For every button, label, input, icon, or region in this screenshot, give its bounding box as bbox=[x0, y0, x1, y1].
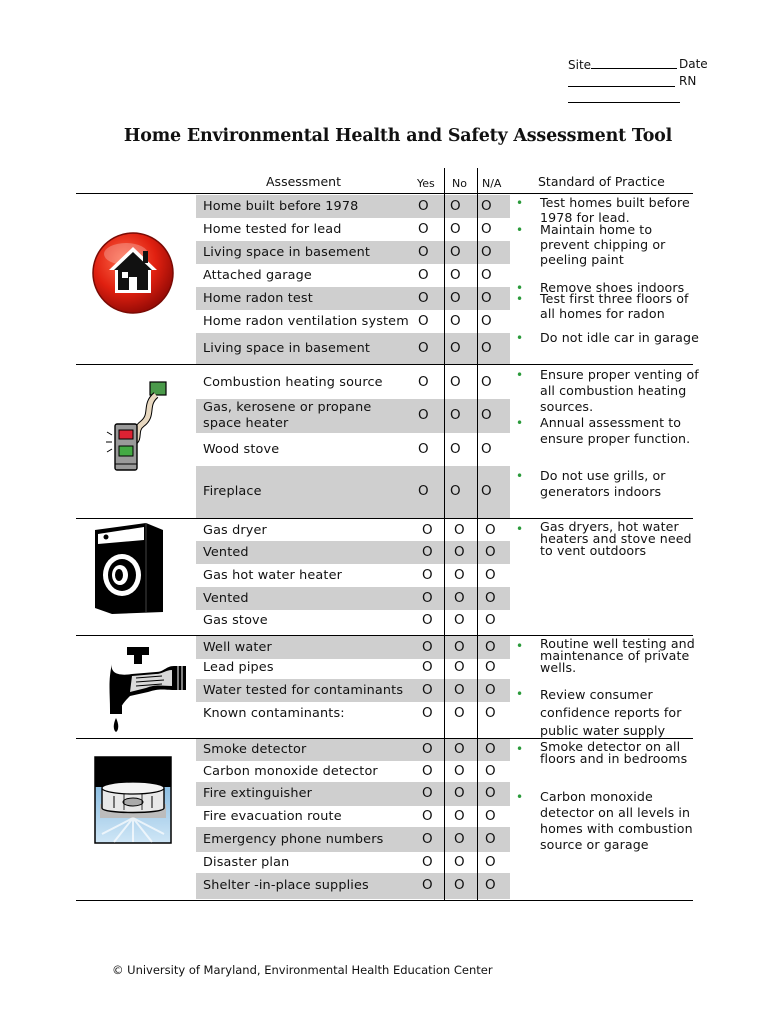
standard-of-practice-text: Maintain home to prevent chipping or peeling paint bbox=[540, 222, 666, 267]
option-no[interactable]: O bbox=[454, 521, 465, 538]
water-faucet-icon bbox=[102, 644, 190, 736]
option-na[interactable]: O bbox=[485, 659, 496, 675]
rn-label: RN bbox=[679, 74, 697, 88]
assessment-item-label: Gas hot water heater bbox=[203, 567, 343, 583]
standard-of-practice-text: Review consumer confidence reports for public water supply bbox=[540, 687, 682, 738]
site-field bbox=[568, 57, 677, 72]
table-row bbox=[196, 564, 510, 587]
col-na: N/A bbox=[482, 177, 502, 190]
assessment-item-label: Lead pipes bbox=[203, 660, 274, 675]
column-divider bbox=[477, 168, 478, 900]
standard-bullet: • bbox=[516, 687, 524, 701]
standard-bullet: • bbox=[516, 331, 524, 345]
section-divider bbox=[76, 900, 693, 901]
option-na[interactable]: O bbox=[485, 762, 496, 779]
standard-bullet: • bbox=[516, 790, 524, 804]
option-yes[interactable]: O bbox=[422, 807, 433, 824]
option-no[interactable]: O bbox=[450, 266, 461, 283]
standard-bullet: • bbox=[516, 639, 524, 653]
table-top-rule bbox=[76, 193, 693, 194]
option-yes[interactable]: O bbox=[422, 638, 433, 655]
option-no[interactable]: O bbox=[454, 543, 465, 560]
assessment-item-label: Home radon test bbox=[203, 290, 313, 306]
table-row bbox=[196, 241, 510, 264]
option-no[interactable]: O bbox=[450, 289, 461, 306]
assessment-item-label: Emergency phone numbers bbox=[203, 831, 384, 847]
assessment-item-label: Smoke detector bbox=[203, 742, 307, 757]
option-no[interactable]: O bbox=[450, 339, 461, 356]
table-row bbox=[196, 310, 510, 333]
assessment-item-label: Fire evacuation route bbox=[203, 808, 342, 824]
table-row bbox=[196, 333, 510, 364]
standard-of-practice-text: Routine well testing and maintenance of private wells. bbox=[540, 636, 695, 675]
option-na[interactable]: O bbox=[481, 289, 492, 306]
option-no[interactable]: O bbox=[454, 853, 465, 870]
option-na[interactable]: O bbox=[481, 312, 492, 329]
col-no: No bbox=[452, 177, 467, 190]
option-na[interactable]: O bbox=[481, 266, 492, 283]
option-yes[interactable]: O bbox=[418, 220, 429, 237]
house-icon bbox=[92, 232, 176, 316]
option-yes[interactable]: O bbox=[418, 407, 429, 423]
page-title: Home Environmental Health and Safety Assessment Tool bbox=[123, 126, 673, 146]
option-no[interactable]: O bbox=[454, 877, 465, 893]
assessment-item-label: Attached garage bbox=[203, 267, 312, 283]
table-row bbox=[196, 873, 510, 899]
assessment-item-label: Fireplace bbox=[203, 484, 262, 499]
option-no[interactable]: O bbox=[454, 611, 465, 628]
assessment-item-label: Water tested for contaminants bbox=[203, 682, 404, 698]
site-label: Site bbox=[568, 58, 592, 72]
table-row bbox=[196, 195, 510, 218]
option-no[interactable]: O bbox=[454, 785, 465, 801]
option-no[interactable]: O bbox=[454, 705, 465, 721]
option-yes[interactable]: O bbox=[418, 339, 429, 356]
option-no[interactable]: O bbox=[454, 638, 465, 655]
option-na[interactable]: O bbox=[481, 220, 492, 237]
col-yes: Yes bbox=[417, 177, 435, 190]
option-no[interactable]: O bbox=[454, 807, 465, 824]
blank-line-1[interactable] bbox=[568, 86, 675, 87]
option-na[interactable]: O bbox=[481, 483, 492, 499]
assessment-item-label: Carbon monoxide detector bbox=[203, 763, 378, 779]
option-yes[interactable]: O bbox=[422, 611, 433, 628]
option-na[interactable]: O bbox=[481, 197, 492, 214]
assessment-item-label: Home tested for lead bbox=[203, 221, 342, 237]
section-divider bbox=[76, 364, 693, 365]
table-row bbox=[196, 399, 510, 433]
option-no[interactable]: O bbox=[454, 589, 465, 606]
assessment-item-label: Vented bbox=[203, 590, 249, 606]
option-na[interactable]: O bbox=[485, 785, 496, 801]
option-na[interactable]: O bbox=[481, 407, 492, 423]
table-row bbox=[196, 636, 510, 659]
option-na[interactable]: O bbox=[481, 440, 492, 457]
assessment-item-label: Fire extinguisher bbox=[203, 786, 313, 801]
standard-bullet: • bbox=[516, 223, 524, 237]
option-yes[interactable]: O bbox=[418, 197, 429, 214]
table-row bbox=[196, 433, 510, 466]
option-yes[interactable]: O bbox=[422, 566, 433, 583]
option-na[interactable]: O bbox=[481, 243, 492, 260]
option-no[interactable]: O bbox=[454, 762, 465, 779]
standard-of-practice-text: Do not idle car in garage bbox=[540, 330, 699, 345]
standard-of-practice-text: Annual assessment to ensure proper function. bbox=[540, 415, 691, 446]
option-yes[interactable]: O bbox=[418, 312, 429, 329]
table-row bbox=[196, 657, 510, 679]
assessment-item-label: Vented bbox=[203, 544, 249, 560]
assessment-item-label: Living space in basement bbox=[203, 244, 371, 260]
option-na[interactable]: O bbox=[485, 638, 496, 655]
standard-of-practice-text: Ensure proper venting of all combustion heating sources. bbox=[540, 367, 699, 414]
option-na[interactable]: O bbox=[485, 589, 496, 606]
table-row bbox=[196, 264, 510, 287]
option-yes[interactable]: O bbox=[422, 659, 433, 675]
option-yes[interactable]: O bbox=[422, 543, 433, 560]
option-yes[interactable]: O bbox=[418, 243, 429, 260]
assessment-item-label: Disaster plan bbox=[203, 854, 290, 870]
option-no[interactable]: O bbox=[450, 483, 461, 499]
option-no[interactable]: O bbox=[450, 373, 461, 390]
option-na[interactable]: O bbox=[485, 705, 496, 721]
site-blank[interactable] bbox=[591, 57, 677, 69]
option-yes[interactable]: O bbox=[418, 373, 429, 390]
option-yes[interactable]: O bbox=[422, 705, 433, 721]
option-yes[interactable]: O bbox=[418, 483, 429, 499]
option-no[interactable]: O bbox=[454, 741, 465, 757]
blank-line-2[interactable] bbox=[568, 102, 680, 103]
option-na[interactable]: O bbox=[485, 853, 496, 870]
table-row bbox=[196, 679, 510, 702]
option-na[interactable]: O bbox=[485, 521, 496, 538]
option-yes[interactable]: O bbox=[418, 266, 429, 283]
option-na[interactable]: O bbox=[485, 741, 496, 757]
table-row bbox=[196, 739, 510, 761]
washing-machine-icon bbox=[92, 520, 166, 616]
standard-bullet: • bbox=[516, 196, 524, 210]
col-assessment: Assessment bbox=[266, 174, 341, 189]
option-yes[interactable]: O bbox=[422, 877, 433, 893]
footer-copyright: © University of Maryland, Environmental Health Education Center bbox=[112, 963, 493, 977]
option-yes[interactable]: O bbox=[418, 289, 429, 306]
assessment-item-label: Wood stove bbox=[203, 441, 280, 457]
option-no[interactable]: O bbox=[454, 681, 465, 698]
standard-bullet: • bbox=[516, 469, 524, 483]
table-row bbox=[196, 782, 510, 806]
option-yes[interactable]: O bbox=[422, 762, 433, 779]
table-row bbox=[196, 702, 510, 726]
assessment-item-label: Combustion heating source bbox=[203, 374, 383, 390]
standard-of-practice-text: Do not use grills, or generators indoors bbox=[540, 468, 666, 499]
assessment-item-label: Known contaminants: bbox=[203, 706, 345, 721]
table-row bbox=[196, 520, 510, 541]
option-yes[interactable]: O bbox=[422, 853, 433, 870]
table-row bbox=[196, 218, 510, 241]
option-na[interactable]: O bbox=[481, 339, 492, 356]
assessment-item-label: Home built before 1978 bbox=[203, 198, 359, 214]
standard-bullet: • bbox=[516, 292, 524, 306]
standard-bullet: • bbox=[516, 368, 524, 382]
option-na[interactable]: O bbox=[485, 877, 496, 893]
assessment-item-label: Home radon ventilation system bbox=[203, 313, 409, 329]
option-na[interactable]: O bbox=[485, 830, 496, 847]
option-no[interactable]: O bbox=[450, 197, 461, 214]
option-no[interactable]: O bbox=[454, 830, 465, 847]
option-yes[interactable]: O bbox=[422, 521, 433, 538]
option-no[interactable]: O bbox=[450, 440, 461, 457]
option-no[interactable]: O bbox=[454, 566, 465, 583]
option-na[interactable]: O bbox=[485, 611, 496, 628]
option-yes[interactable]: O bbox=[422, 589, 433, 606]
assessment-item-label: Gas dryer bbox=[203, 522, 267, 538]
table-row bbox=[196, 541, 510, 564]
option-na[interactable]: O bbox=[481, 373, 492, 390]
option-yes[interactable]: O bbox=[422, 785, 433, 801]
assessment-item-label: Shelter -in-place supplies bbox=[203, 878, 369, 893]
standard-bullet: • bbox=[516, 742, 524, 756]
option-yes[interactable]: O bbox=[422, 681, 433, 698]
option-no[interactable]: O bbox=[450, 220, 461, 237]
standard-of-practice-text: Gas dryers, hot water heaters and stove need to vent outdoors bbox=[540, 519, 692, 558]
table-row bbox=[196, 610, 510, 631]
option-no[interactable]: O bbox=[454, 659, 465, 675]
table-row bbox=[196, 287, 510, 310]
table-row bbox=[196, 366, 510, 399]
column-divider bbox=[444, 168, 445, 900]
standard-of-practice-text: Test first three floors of all homes for radon bbox=[540, 291, 689, 321]
option-no[interactable]: O bbox=[450, 407, 461, 423]
option-yes[interactable]: O bbox=[418, 440, 429, 457]
option-no[interactable]: O bbox=[450, 243, 461, 260]
option-na[interactable]: O bbox=[485, 566, 496, 583]
standard-of-practice-text: Smoke detector on all floors and in bedrooms bbox=[540, 739, 688, 766]
option-na[interactable]: O bbox=[485, 681, 496, 698]
table-row bbox=[196, 806, 510, 827]
assessment-item-label: Gas stove bbox=[203, 612, 268, 628]
assessment-item-label: Well water bbox=[203, 639, 272, 655]
assessment-item-label: Living space in basement bbox=[203, 340, 371, 356]
standard-of-practice-text: Test homes built before 1978 for lead. bbox=[540, 195, 690, 225]
option-yes[interactable]: O bbox=[422, 830, 433, 847]
option-no[interactable]: O bbox=[450, 312, 461, 329]
date-label: Date bbox=[679, 57, 708, 71]
standard-bullet: • bbox=[516, 522, 524, 536]
assessment-item-label: Gas, kerosene or propane space heater bbox=[203, 400, 372, 431]
smoke-detector-icon bbox=[94, 756, 172, 844]
col-standard: Standard of Practice bbox=[538, 174, 665, 189]
table-row bbox=[196, 852, 510, 873]
standard-bullet: • bbox=[516, 416, 524, 430]
standard-of-practice-text: Remove shoes indoors bbox=[540, 280, 685, 295]
standard-bullet: • bbox=[516, 281, 524, 295]
option-na[interactable]: O bbox=[485, 543, 496, 560]
option-yes[interactable]: O bbox=[422, 741, 433, 757]
table-row bbox=[196, 827, 510, 852]
table-row bbox=[196, 761, 510, 782]
standard-of-practice-text: Carbon monoxide detector on all levels in homes with combustion source or garage bbox=[540, 789, 693, 852]
space-heater-icon bbox=[104, 380, 172, 476]
option-na[interactable]: O bbox=[485, 807, 496, 824]
table-row bbox=[196, 587, 510, 610]
table-row bbox=[196, 466, 510, 518]
